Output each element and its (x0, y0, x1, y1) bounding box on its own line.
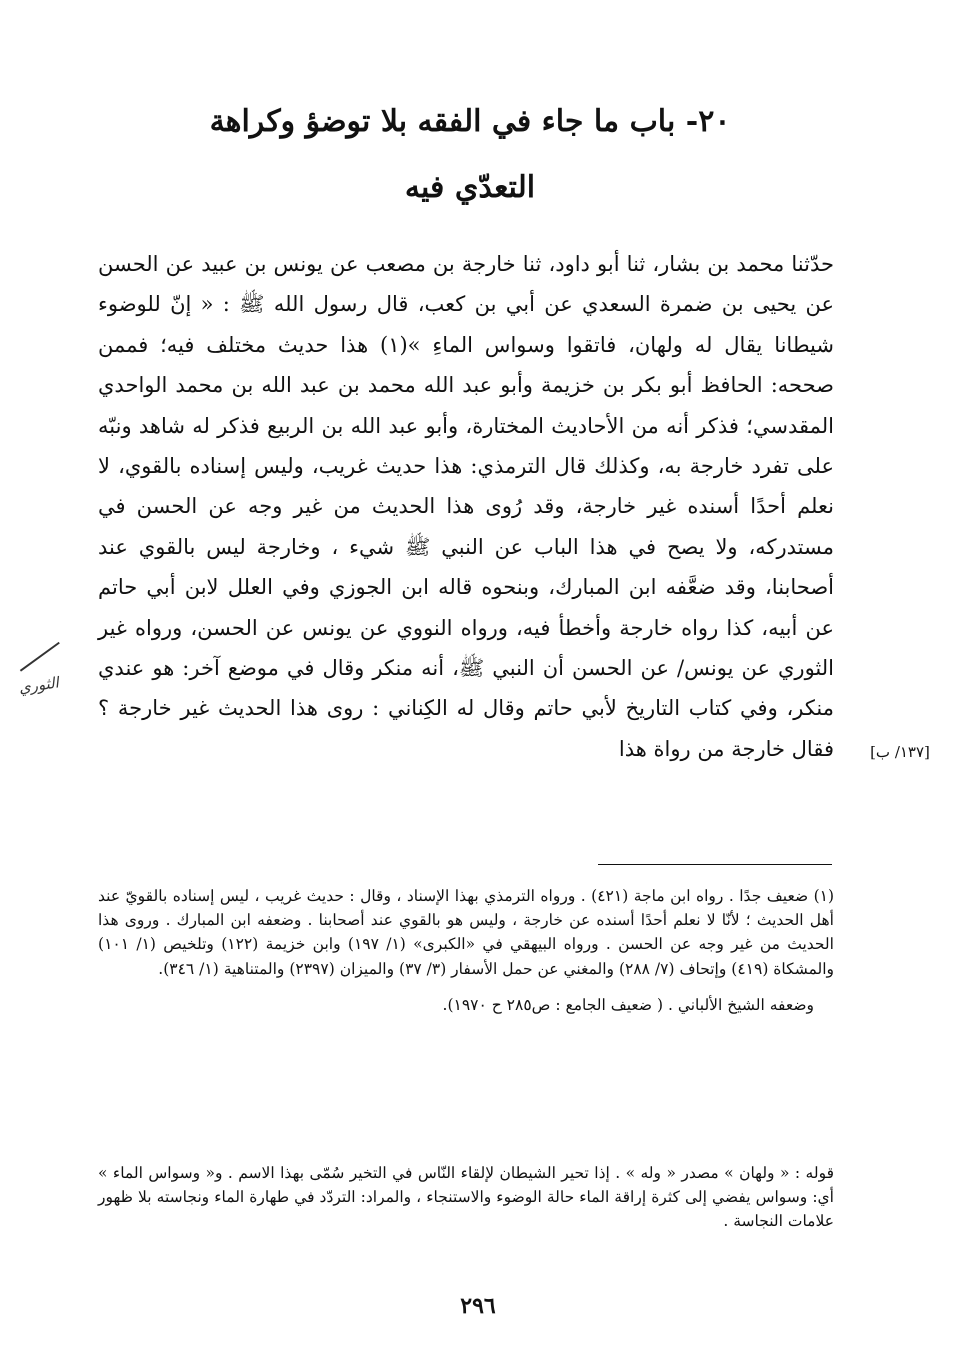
footnote-albani: وضعفه الشيخ الألباني . ( ضعيف الجامع : ص٢٨٥ ح ١٩٧٠). (442, 995, 814, 1014)
manuscript-folio-reference: [١٣٧/ ب] (870, 743, 930, 761)
gloss-block (98, 1161, 834, 1234)
page-number: ٢٩٦ (460, 1293, 496, 1319)
margin-note-text: الثوري (17, 673, 60, 697)
chapter-title-line-1: ٢٠- باب ما جاء في الفقه بلا توضؤ وكراهة (209, 104, 731, 139)
main-text-block (98, 244, 834, 769)
body-paragraph: حدّثنا محمد بن بشار، ثنا أبو داود، ثنا خارجة بن مصعب عن يونس بن عبيد عن الحسن عن يحيى بن ضمرة السعدي عن أبي بن كعب، قال رسول الله ﷺ : « إنّ للوضوء شيطانا يقال له ولهان، فاتقوا وسواس الماءِ »(١) هذا حديث مختلف فيه؛ فممن صححه: الحافظ أبو بكر بن خزيمة وأبو عبد الله محمد بن عبد الله بن محمد الواحدي المقدسي؛ فذكر أنه من الأحاديث المختارة، وأبو عبد الله بن الربيع فذكر له شاهد ونبّه على تفرد خارجة به، وكذلك قال الترمذي: هذا حديث غريب، وليس إسناده بالقوي، لا نعلم أحدًا أسنده غير خارجة، وقد رُوى هذا الحديث من غير وجه عن الحسن في مستدركه، ولا يصح في هذا الباب عن النبي ﷺ شيء ، وخارجة ليس بالقوي عند أصحابنا، وقد ضعَّفه ابن المبارك، وبنحوه قاله ابن الجوزي وفي العلل لابن أبي حاتم عن أبيه، كذا رواه خارجة وأخطأ فيه، ورواه النووي عن يونس عن الحسن، ورواه غير الثوري عن يونس/ عن الحسن أن النبي ﷺ، أنه منكر وقال في موضع آخر: هو عندي منكر، وفي كتاب التاريخ لأبي حاتم وقال له الكِناني : روى هذا الحديث غير خارجة ؟ فقال خارجة من رواة هذا (98, 252, 834, 761)
footnote-1: (١) ضعيف جدًا . رواه ابن ماجة (٤٢١) . ورواه الترمذي بهذا الإسناد ، وقال : حديث غريب ، ليس إسناده بالقويّ عند أهل الحديث ؛ لأنّا لا نعلم أحدًا أسنده عن خارجة ، وليس هو بالقوي عند أصحابنا . وضعفه ابن المبارك . وروى هذا الحديث من غير وجه عن الحسن . ورواه البيهقي في «الكبرى» (١/ ١٩٧) وابن خزيمة (١٢٢) وتلخيص (١/ ١٠١) والمشكاة (٤١٩) وإتحاف (٧/ ٢٨٨) والمغني عن حمل الأسفار (٣/ ٣٧) والميزان (٢٣٩٧) والمتناهية (١/ ٣٤٦). (98, 887, 835, 978)
footnote-divider (598, 864, 832, 865)
footnotes-block (98, 884, 834, 1017)
handwritten-margin-note (0, 671, 83, 731)
chapter-title-line-2: التعدّي فيه (404, 170, 536, 205)
gloss-text: قوله : « ولهان » مصدر « وله » . إذا تحير الشيطان لإلقاء النّاس في التخير سُمّى بهذا الاسم . و« وسواس الماء » أي: وسواس يفضي إلى كثرة إراقة الماء حالة الوضوء والاستنجاء ، والمراد: التردّد في طهارة الماء ونجاسته بلا ظهور علامات النجاسة . (98, 1164, 834, 1231)
handwritten-stroke (20, 642, 60, 672)
